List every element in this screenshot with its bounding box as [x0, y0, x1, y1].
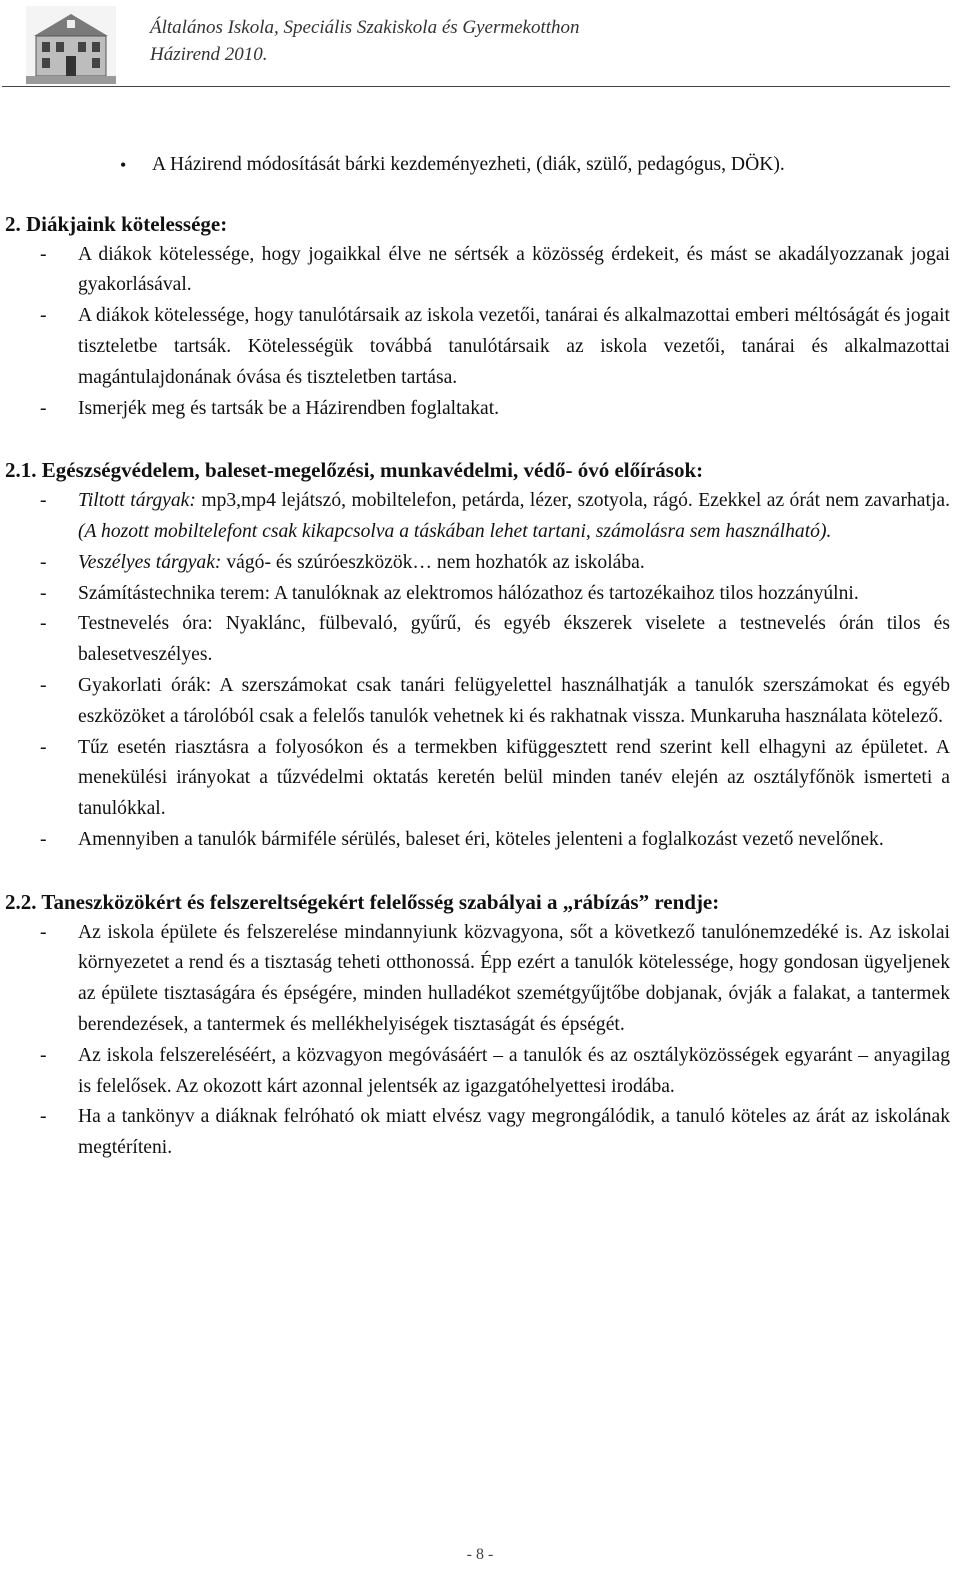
list-item-note: (A hozott mobiltelefont csak kikapcsolva a táskában lehet tartani, számolásra sem használható).: [78, 520, 832, 542]
list-item-label: Veszélyes tárgyak:: [78, 551, 222, 573]
header-rule: [2, 86, 950, 87]
list-item-text: Amennyiben a tanulók bármiféle sérülés, baleset éri, köteles jelenteni a foglalkozást vezető nevelőnek.: [78, 828, 884, 850]
list-item-text: Gyakorlati órák: A szerszámokat csak tanári felügyelettel használhatják a tanulók szerszámokat és egyéb eszközöket a tárolóból csak a felelős tanulók vehetnek ki és rakhatnak vissza. Munkaruha használata kötelező.: [78, 674, 950, 727]
list-item: [5, 301, 950, 393]
dash-marker: -: [40, 490, 47, 512]
list-item: [5, 240, 950, 302]
list-item: [5, 394, 950, 425]
list-item: [5, 548, 950, 579]
list-item-text: Számítástechnika terem: A tanulóknak az elektromos hálózathoz és tartozékaihoz tilos hozzányúlni.: [78, 582, 859, 604]
dash-marker: -: [40, 921, 47, 943]
list-item-label: Tiltott tárgyak:: [78, 490, 196, 512]
bullet-text: A Házirend módosítását bárki kezdeményezheti, (diák, szülő, pedagógus, DÖK).: [152, 154, 785, 175]
dash-marker: -: [40, 551, 47, 573]
page-header: [14, 4, 950, 86]
school-building-logo: [26, 6, 116, 84]
dash-marker: -: [40, 828, 47, 850]
dash-marker: -: [40, 397, 47, 419]
dash-marker: -: [40, 243, 47, 265]
dash-marker: -: [40, 1106, 47, 1128]
dash-marker: -: [40, 1044, 47, 1066]
list-item-text: A diákok kötelessége, hogy jogaikkal élve ne sértsék a közösség érdekeit, és mást se akadályozzanak jogai gyakorlásával.: [78, 243, 950, 296]
list-item-text: Ismerjék meg és tartsák be a Házirendben foglaltakat.: [78, 397, 500, 419]
list-item: [5, 1041, 950, 1103]
list-item-text: Az iskola felszereléséért, a közvagyon megóvásáért – a tanulók és az osztályközösségek egyaránt – anyagilag is felelősek. Az okozott kárt azonnal jelentsék az igazgatóhelyettesi irodába.: [78, 1044, 950, 1097]
page-number: - 8 -: [466, 1546, 494, 1563]
list-item: [5, 918, 950, 1041]
header-school-name: Általános Iskola, Speciális Szakiskola és Gyermekotthon: [150, 17, 580, 38]
header-text: [150, 14, 580, 68]
bullet-item: [5, 150, 950, 181]
list-item-text: mp3,mp4 lejátszó, mobiltelefon, petárda, lézer, szotyola, rágó. Ezekkel az órát nem zavarhatja.: [195, 490, 950, 512]
header-document-title: Házirend 2010.: [150, 44, 268, 65]
list-item-text: Az iskola épülete és felszerelése mindannyiunk közvagyona, sőt a következő tanulónemzedéké is. Az iskolai környezetet a rend és a tisztaság teheti otthonossá. Épp ezért a tanulók kötelessége, hogy gondosan ügyeljenek az épülete tisztaságára és épségére, minden hulladékot szemétgyűjtőbe dobjanak, óvják a falakat, a tantermek berendezések, a tantermek és mellékhelyiségek tisztaságát és épségét.: [78, 921, 950, 1035]
list-item-text: Ha a tankönyv a diáknak felróható ok miatt elvész vagy megrongálódik, a tanuló köteles az árát az iskolának megtéríteni.: [78, 1106, 950, 1159]
dash-marker: -: [40, 674, 47, 696]
document-body: [5, 150, 950, 1164]
dash-marker: -: [40, 582, 47, 604]
list-item: [5, 825, 950, 856]
list-item-text: Tűz esetén riasztásra a folyosókon és a termekben kifüggesztett rend szerint kell elhagyni az épületet. A menekülési irányokat a tűzvédelmi oktatás keretén belül minden tanév elején az osztályfőnök ismerteti a tanulókkal.: [78, 736, 950, 820]
bullet-glyph: •: [120, 155, 127, 175]
dash-marker: -: [40, 305, 47, 327]
list-item-text: A diákok kötelessége, hogy tanulótársaik az iskola vezetői, tanárai és alkalmazottai emberi méltóságát és jogait tiszteletbe tartsák. Kötelességük továbbá tanulótársaik az iskola vezetői, tanárai és alkalmazottai magántulajdonának óvása és tiszteletben tartása.: [78, 305, 950, 388]
list-item: [5, 579, 950, 610]
list-item: [5, 1102, 950, 1164]
list-item: [5, 486, 950, 548]
list-item: [5, 609, 950, 671]
dash-marker: -: [40, 736, 47, 758]
list-item-text: Testnevelés óra: Nyaklánc, fülbevaló, gyűrű, és egyéb ékszerek viselete a testnevelés órán tilos és balesetveszélyes.: [78, 613, 950, 666]
list-item-text: vágó- és szúróeszközök… nem hozhatók az iskolába.: [221, 551, 645, 573]
section-heading: 2.2. Taneszközökért és felszereltségekért felelősség szabályai a „rábízás” rendje:: [5, 889, 720, 914]
list-item: [5, 671, 950, 733]
section-heading: 2. Diákjaink kötelessége:: [5, 211, 228, 236]
section-heading: 2.1. Egészségvédelem, baleset-megelőzési, munkavédelmi, védő- óvó előírások:: [5, 458, 704, 483]
dash-marker: -: [40, 613, 47, 635]
list-item: [5, 733, 950, 825]
